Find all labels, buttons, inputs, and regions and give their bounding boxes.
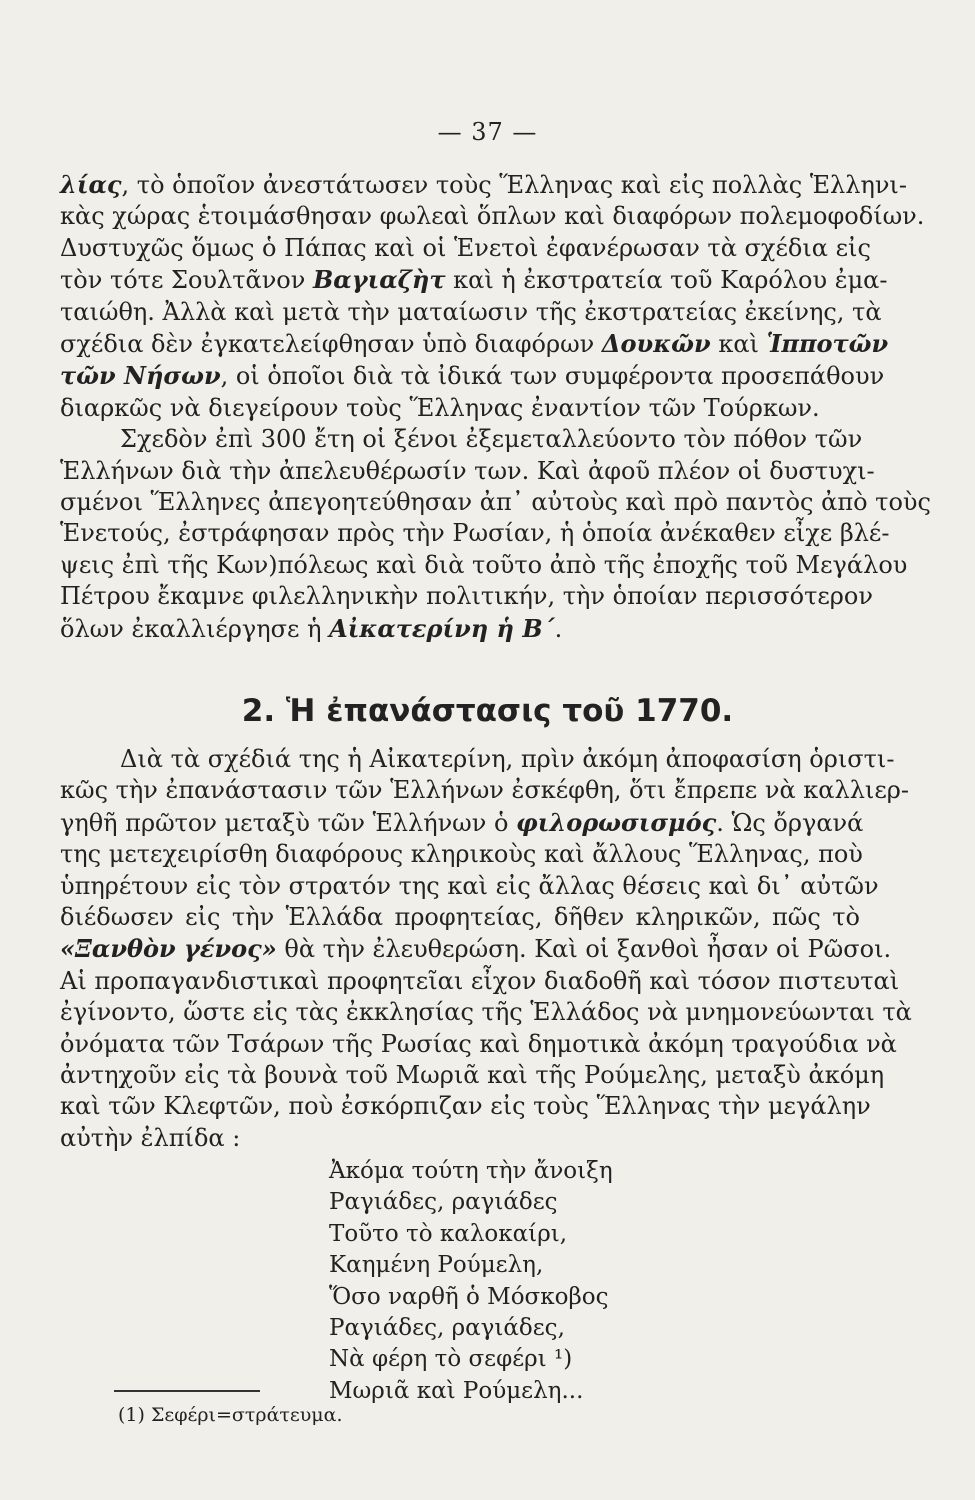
line-text: θὰ τὴν ἐλευθερώση. Καὶ οἱ ξανθοὶ ἦσαν οἱ Ρῶσοι. [276,935,892,964]
spaced-emphasis-text: Δουκῶν [601,329,711,359]
line-text: . [554,614,563,643]
footnote: (1) Σεφέρι=στράτευμα. [118,1404,343,1426]
verse-line: Τοῦτο τὸ καλοκαίρι, [329,1220,568,1247]
line-text: Πέτρου ἔκαμνε φιλελληνικὴν πολιτικήν, τὴν ὁποίαν περισσότερον [60,582,873,611]
text-line [60,1123,860,1154]
verse-line: Καημένη Ρούμελη, [329,1252,544,1279]
line-text: ὅλων ἐκαλλιέργησε ἡ [60,614,330,643]
line-text: καὶ ἡ ἐκστρατεία τοῦ Καρόλου ἐμα- [445,266,888,295]
line-text: Δυστυχῶς ὅμως ὁ Πάπας καὶ οἱ Ἑνετοὶ ἐφανέρωσαν τὰ σχέδια εἰς [60,233,871,262]
line-text: της μετεχειρίσθη διαφόρους κληρικοὺς καὶ ἄλλους Ἕλληνας, ποὺ [60,840,863,869]
verse-line: Ὅσο ναρθῆ ὁ Μόσκοβος [329,1283,609,1310]
line-text: . Ὡς ὄργανά [716,808,864,837]
line-text: ἐγίνοντο, ὥστε εἰς τὰς ἐκκλησίας τῆς Ἑλλάδος νὰ μνημονεύωνται τὰ [60,998,912,1027]
text-line [60,393,860,424]
line-text: Ἑλλήνων διὰ τὴν ἀπελευθέρωσίν των. Καὶ ἀφοῦ πλέον οἱ δυστυχι- [60,456,875,485]
line-text: , οἱ ὁποῖοι διὰ τὰ ἰδικά των συμφέροντα προσεπάθουν [220,362,885,391]
paragraph-1 [60,169,931,645]
text-line [60,456,875,487]
line-text: γηθῆ πρῶτον μεταξὺ τῶν Ἑλλήνων ὁ [60,808,517,837]
spaced-emphasis-text: τῶν Νήσων [60,361,221,391]
line-text: κῶς τὴν ἐπανάστασιν τῶν Ἑλλήνων ἐσκέφθη, ὅτι ἔπρεπε νὰ καλλιερ- [60,776,909,805]
text-line [60,1060,885,1091]
text-line [60,550,908,581]
spaced-emphasis-text: «Ξανθὸν γένος» [60,934,277,964]
text-line [60,871,879,902]
line-text: Σχεδὸν ἐπὶ 300 ἔτη οἱ ξένοι ἐξεμεταλλεύοντο τὸν πόθον τῶν [120,425,863,454]
line-text: σχέδια δὲν ἐγκατελείφθησαν ὑπὸ διαφόρων [60,330,602,359]
spaced-emphasis-text: Αἰκατερίνη ἡ Β΄ [329,613,555,643]
text-line [60,581,873,612]
text-line [60,1029,897,1060]
line-text: αὐτὴν ἐλπίδα : [60,1123,241,1152]
line-text: Διὰ τὰ σχέδιά της ἡ Αἰκατερίνη, πρὶν ἀκόμη ἀποφασίση ὁριστι- [120,745,895,773]
section-heading: 2. Ἡ ἐπανάστασις τοῦ 1770. [241,693,734,729]
text-line [60,839,863,870]
line-text: ταιώθη. Ἀλλὰ καὶ μετὰ τὴν ματαίωσιν τῆς ἐκστρατείας ἐκείνης, τὰ [60,297,882,326]
text-line [60,966,900,997]
text-line [60,487,931,518]
text-line [60,997,912,1028]
spaced-emphasis-text: λίας [60,170,122,199]
verse-line: Ραγιάδες, ραγιάδες, [329,1315,565,1342]
text-line [60,264,888,296]
text-line [60,169,907,201]
line-text: ὀνόματα τῶν Τσάρων τῆς Ρωσίας καὶ δημοτικὰ ἀκόμη τραγούδια νὰ [60,1029,897,1058]
text-line [60,297,882,328]
line-text: Ἑνετούς, ἐστράφησαν πρὸς τὴν Ρωσίαν, ἡ ὁποία ἀνέκαθεν εἶχε βλέ- [60,519,890,548]
line-text: ἀντηχοῦν εἰς τὰ βουνὰ τοῦ Μωριᾶ καὶ τῆς Ρούμελης, μεταξὺ ἀκόμη [60,1061,885,1090]
text-line [60,328,889,360]
text-line [60,201,925,232]
spaced-emphasis-text: Βαγιαζὴτ [312,265,446,295]
verse-line: Νὰ φέρη τὸ σεφέρι ¹) [329,1346,573,1373]
text-line [60,775,909,806]
text-line [60,424,863,455]
text-line [60,744,895,775]
line-text: καὶ τῶν Κλεφτῶν, ποὺ ἐσκόρπιζαν εἰς τοὺς Ἕλληνας τὴν μεγάλην [60,1092,871,1121]
text-line [60,933,892,965]
text-line [60,518,890,549]
paragraph-2 [60,744,912,1154]
text-line [60,613,860,645]
text-line [60,360,885,392]
line-text: καὶ [710,330,767,359]
footnote-divider [114,1390,260,1392]
line-text: διαρκῶς νὰ διεγείρουν τοὺς Ἕλληνας ἐναντίον τῶν Τούρκων. [60,393,820,422]
text-line [60,807,864,839]
line-text: , τὸ ὁποῖον ἀνεστάτωσεν τοὺς Ἕλληνας καὶ εἰς πολλὰς Ἑλληνι- [121,171,907,199]
line-text: διέδωσεν εἰς τὴν Ἑλλάδα προφητείας, δῆθεν κληρικῶν, πῶς τὸ [60,903,860,932]
text-line [60,1091,871,1122]
line-text: σμένοι Ἕλληνες ἀπεγοητεύθησαν ἀπ᾽ αὐτοὺς καὶ πρὸ παντὸς ἀπὸ τοὺς [60,488,931,517]
text-line [60,233,871,264]
line-text: ψεις ἐπὶ τῆς Κων)πόλεως καὶ διὰ τοῦτο ἀπὸ τῆς ἐποχῆς τοῦ Μεγάλου [60,550,908,579]
verse-line: Ἀκόμα τούτη τὴν ἄνοιξη [329,1158,613,1184]
spaced-emphasis-text: φιλορωσισμός [516,807,717,837]
page-number: — 37 — [437,118,538,146]
line-text: τὸν τότε Σουλτᾶνον [60,266,313,295]
spaced-emphasis-text: Ἱπποτῶν [766,329,889,359]
line-text: Αἱ προπαγανδιστικαὶ προφητεῖαι εἶχον διαδοθῆ καὶ τόσον πιστευταὶ [60,966,900,995]
text-line [60,902,860,933]
verse-line: Μωριᾶ καὶ Ρούμελη... [329,1377,584,1404]
verse-line: Ραγιάδες, ραγιάδες [329,1189,558,1216]
folk-song-verse [329,1156,613,1407]
line-text: κὰς χώρας ἑτοιμάσθησαν φωλεαὶ ὅπλων καὶ διαφόρων πολεμοφοδίων. [60,202,925,231]
line-text: ὑπηρέτουν εἰς τὸν στρατόν της καὶ εἰς ἄλλας θέσεις καὶ δι᾽ αὐτῶν [60,871,879,900]
